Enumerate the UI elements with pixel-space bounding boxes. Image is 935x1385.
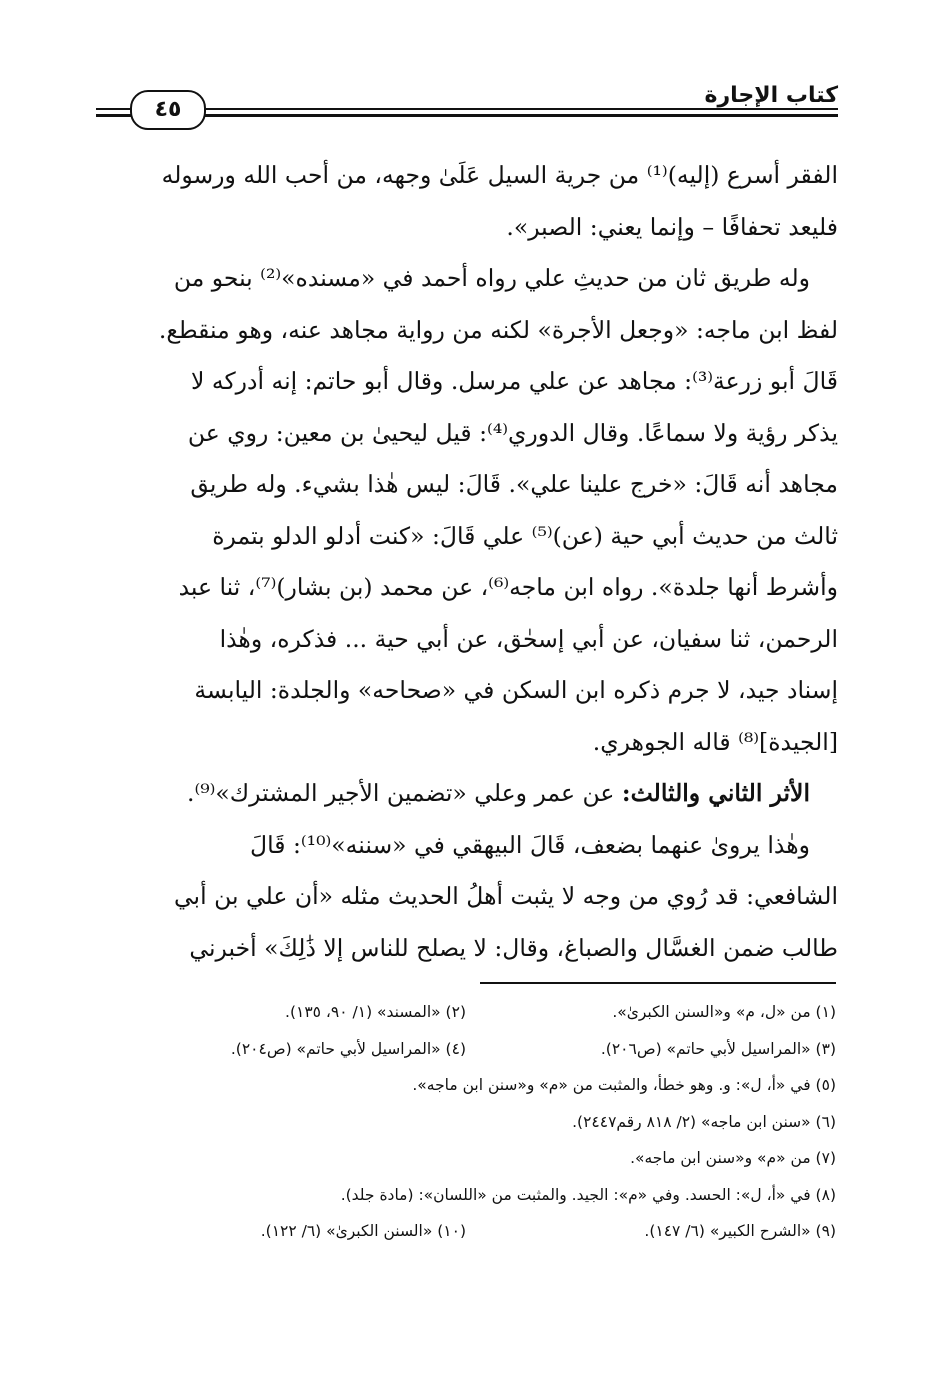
footnote: (٥) في «أ، ل»: و. وهو خطأ، والمثبت من «م» و«سنن ابن ماجه». <box>412 1076 836 1094</box>
footnotes <box>96 994 836 1250</box>
header-rule-top <box>96 108 838 110</box>
main-text <box>96 150 838 974</box>
body-line: الرحمن، ثنا سفيان، عن أبي إسحٰق، عن أبي حية ... فذكره، وهٰذا <box>219 624 838 653</box>
body-line: الفقر أسرع (إليه)⁽¹⁾ من جرية السيل عَلَىٰ وجهه، من أحب الله ورسوله <box>161 161 838 189</box>
footnote-row <box>96 994 836 1031</box>
page-header <box>96 84 838 128</box>
page-number: ٤٥ <box>130 90 206 130</box>
body-line: فليعد تحفافًا – وإنما يعني: الصبر». <box>506 212 838 241</box>
footnote: (٤) «المراسيل لأبي حاتم» (ص٢٠٤). <box>230 1039 466 1058</box>
body-line: إسناد جيد، لا جرم ذكره ابن السكن في «صحاحه» والجلدة: اليابسة <box>194 676 838 704</box>
footnote: (٦) «سنن ابن ماجه» (٢/ ٨١٨ رقم٢٤٤٧). <box>572 1112 836 1131</box>
footnote: (١) من «ل، م» و«السنن الكبرىٰ». <box>612 1003 836 1021</box>
section-heading: الأثر الثاني والثالث: <box>621 779 810 807</box>
footnote: (٢) «المسند» (١/ ٩٠، ١٣٥). <box>285 1003 466 1021</box>
body-line: قَالَ أبو زرعة⁽³⁾: مجاهد عن علي مرسل. وقال أبو حاتم: إنه أدركه لا <box>191 367 838 395</box>
body-line: طالب ضمن الغسَّال والصباغ، وقال: لا يصلح للناس إلا ذَٰلِكَ» أخبرني <box>189 933 838 962</box>
footnote-row <box>96 1140 836 1177</box>
footnote: (٧) من «م» و«سنن ابن ماجه». <box>630 1149 836 1167</box>
body-line: [الجيدة]⁽⁸⁾ قاله الجوهري. <box>592 727 838 756</box>
footnote: (٩) «الشرح الكبير» (٦/ ١٤٧). <box>644 1222 836 1240</box>
body-line: مجاهد أنه قَالَ: «خرج علينا علي». قَالَ: ليس هٰذا بشيء. وله طريق <box>190 470 838 498</box>
footnote-row <box>96 1104 836 1141</box>
footnote: (١٠) «السنن الكبرىٰ» (٦/ ١٢٢). <box>260 1222 466 1240</box>
footnote-separator <box>480 982 836 984</box>
footnote: (٨) في «أ، ل»: الحسد. وفي «م»: الجيد. والمثبت من «اللسان»: (مادة جلد). <box>340 1185 836 1204</box>
header-rule-bottom <box>96 114 838 117</box>
body-line: وله طريق ثان من حديثِ علي رواه أحمد في «مسنده»⁽²⁾ بنحو من <box>173 264 810 292</box>
body-line: عن عمر وعلي «تضمين الأجير المشترك»⁽⁹⁾. <box>186 779 615 807</box>
body-line: ثالث من حديث أبي حية (عن)⁽⁵⁾ علي قَالَ: «كنت أدلو الدلو بتمرة <box>212 521 838 550</box>
footnote-row <box>96 1031 836 1068</box>
chapter-title: كتاب الإجارة <box>697 84 839 108</box>
body-line: وهٰذا يروىٰ عنهما بضعف، قَالَ البيهقي في «سننه»⁽¹⁰⁾: قَالَ <box>250 830 810 859</box>
footnote: (٣) «المراسيل لأبي حاتم» (ص٢٠٦). <box>600 1039 836 1058</box>
section-line <box>96 768 838 820</box>
footnote-row <box>96 1177 836 1214</box>
body-line: لفظ ابن ماجه: «وجعل الأجرة» لكنه من رواية مجاهد عنه، وهو منقطع. <box>158 315 838 344</box>
body-line: الشافعي: قد رُوي من وجه لا يثبت أهلُ الحديث مثله «أن علي بن أبي <box>173 882 838 910</box>
footnote-row <box>96 1213 836 1250</box>
body-line: يذكر رؤية ولا سماعًا. وقال الدوري⁽⁴⁾: قيل ليحيىٰ بن معين: روي عن <box>187 418 838 447</box>
body-line: وأشرط أنها جلدة». رواه ابن ماجه⁽⁶⁾، عن محمد (بن بشار)⁽⁷⁾، ثنا عبد <box>178 573 838 601</box>
footnote-row <box>96 1067 836 1104</box>
